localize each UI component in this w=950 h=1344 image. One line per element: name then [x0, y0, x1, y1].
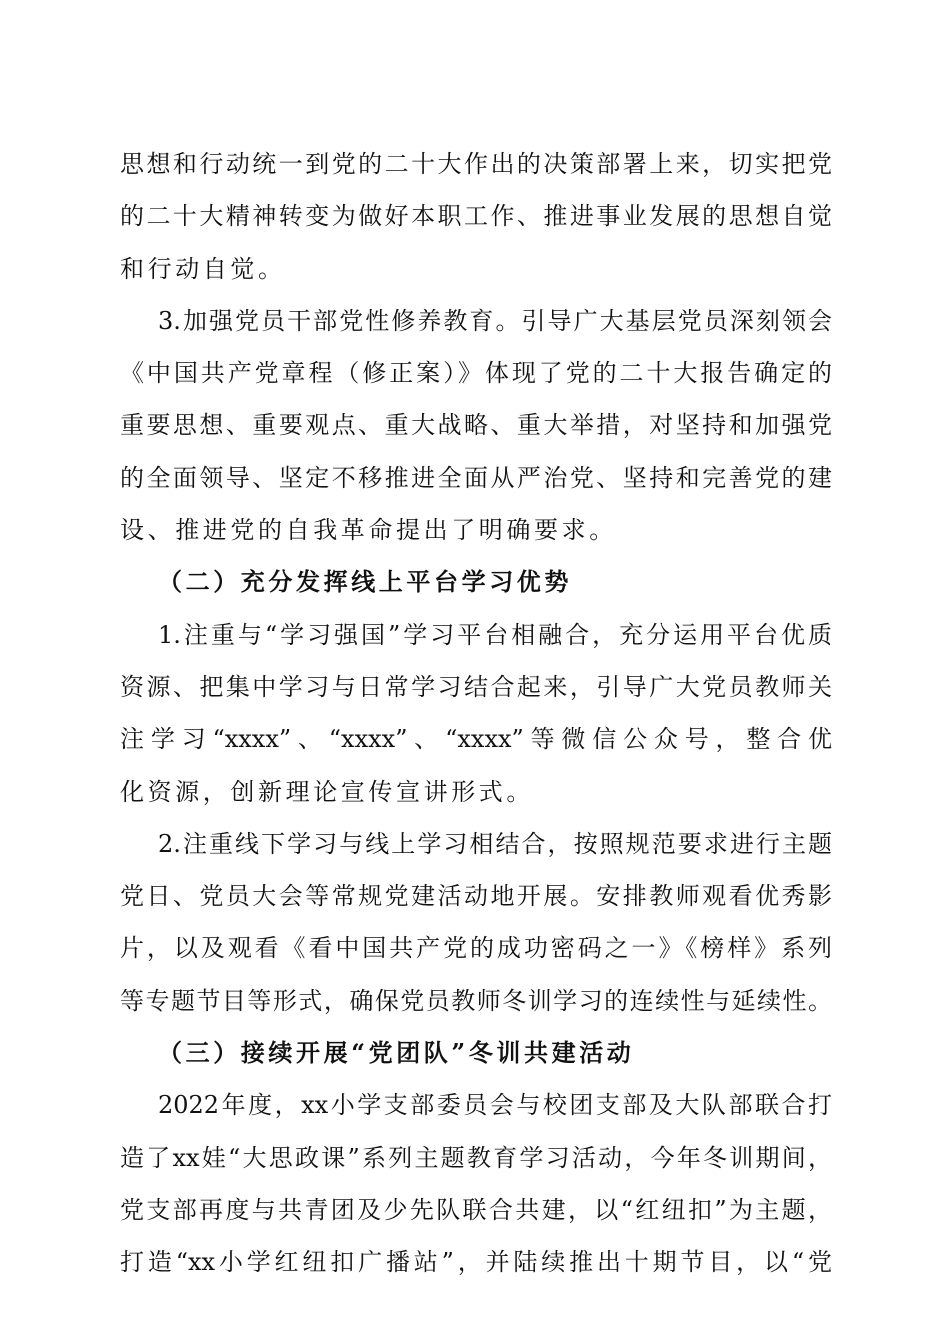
paragraph-line: 等专题节目等形式，确保党员教师冬训学习的连续性与延续性。 [120, 986, 832, 1015]
paragraph-line: 的二十大精神转变为做好本职工作、推进事业发展的思想自觉 [120, 202, 832, 231]
numbered-item-line: 2.注重线下学习与线上学习相结合，按照规范要求进行主题 [158, 829, 832, 858]
paragraph-line: 重要思想、重要观点、重大战略、重大举措，对坚持和加强党 [120, 411, 832, 440]
paragraph-line: 打造“xx小学红纽扣广播站”，并陆续推出十期节目，以“党 [120, 1248, 832, 1277]
numbered-item-line: 3.加强党员干部党性修养教育。引导广大基层党员深刻领会 [158, 306, 832, 335]
paragraph-line: 的全面领导、坚定不移推进全面从严治党、坚持和完善党的建 [120, 463, 832, 492]
section-heading: （三）接续开展“党团队”冬训共建活动 [158, 1038, 635, 1068]
paragraph-line: 党支部再度与共青团及少先队联合共建，以“红纽扣”为主题， [120, 1195, 832, 1224]
paragraph-line: 和行动自觉。 [120, 254, 286, 283]
paragraph-line: 注学习“xxxx”、“xxxx”、“xxxx”等微信公众号，整合优 [120, 725, 832, 754]
paragraph-line: 片，以及观看《看中国共产党的成功密码之一》《榜样》系列 [120, 934, 832, 963]
paragraph-line: 资源、把集中学习与日常学习结合起来，引导广大党员教师关 [120, 672, 832, 701]
paragraph-line: 《中国共产党章程（修正案）》体现了党的二十大报告确定的 [120, 359, 832, 388]
paragraph-line: 思想和行动统一到党的二十大作出的决策部署上来，切实把党 [120, 150, 832, 178]
paragraph-line: 设、推进党的自我革命提出了明确要求。 [120, 516, 617, 545]
paragraph-line: 化资源，创新理论宣传宣讲形式。 [120, 777, 534, 806]
paragraph-line: 2022年度，xx小学支部委员会与校团支部及大队部联合打 [158, 1091, 832, 1120]
numbered-item-line: 1.注重与“学习强国”学习平台相融合，充分运用平台优质 [158, 620, 832, 649]
section-heading: （二）充分发挥线上平台学习优势 [158, 567, 572, 597]
paragraph-line: 党日、党员大会等常规党建活动地开展。安排教师观看优秀影 [120, 882, 832, 911]
paragraph-line: 造了xx娃“大思政课”系列主题教育学习活动，今年冬训期间， [120, 1143, 832, 1172]
document-body [120, 142, 832, 1293]
